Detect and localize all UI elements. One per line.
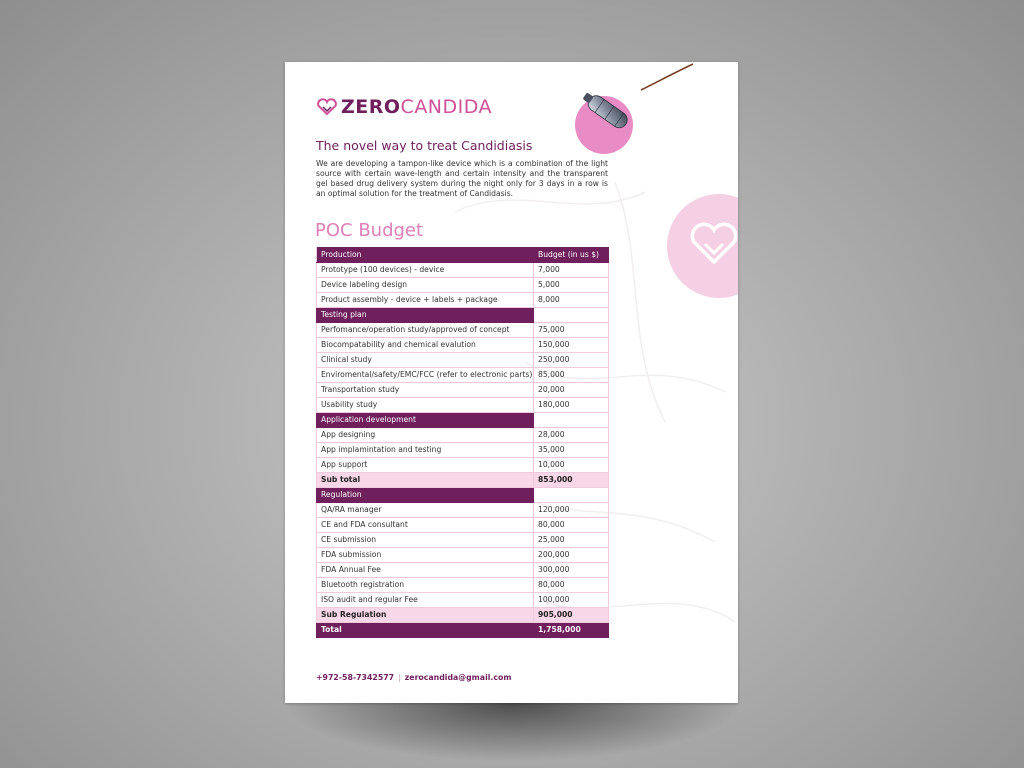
row-value: 25,000 <box>534 532 609 547</box>
row-value: 75,000 <box>534 322 609 337</box>
row-value: 80,000 <box>534 577 609 592</box>
header-budget: Budget (in us $) <box>534 247 609 262</box>
row-value: 200,000 <box>534 547 609 562</box>
row-value: 120,000 <box>534 502 609 517</box>
table-row <box>317 547 609 562</box>
contact-footer <box>316 673 511 682</box>
row-value: 905,000 <box>534 607 609 622</box>
row-label: FDA Annual Fee <box>317 562 534 577</box>
row-label: App support <box>317 457 534 472</box>
row-label: CE submission <box>317 532 534 547</box>
row-value: 180,000 <box>534 397 609 412</box>
header-production: Production <box>317 247 534 262</box>
row-label: CE and FDA consultant <box>317 517 534 532</box>
row-label: Bluetooth registration <box>317 577 534 592</box>
table-row <box>317 262 609 277</box>
row-value: 853,000 <box>534 472 609 487</box>
row-label: Enviromental/safety/EMC/FCC (refer to electronic parts) <box>317 367 534 382</box>
row-label: Transportation study <box>317 382 534 397</box>
table-row <box>317 277 609 292</box>
row-value <box>534 307 609 322</box>
row-value: 150,000 <box>534 337 609 352</box>
row-label: Testing plan <box>317 307 534 322</box>
table-row <box>317 532 609 547</box>
table-row <box>317 292 609 307</box>
row-label: Sub Regulation <box>317 607 534 622</box>
table-row <box>317 322 609 337</box>
phone-number: +972-58-7342577 <box>316 673 395 682</box>
row-value: 80,000 <box>534 517 609 532</box>
tampon-device-icon <box>581 62 721 152</box>
table-header-row <box>317 247 609 262</box>
row-value <box>534 487 609 502</box>
table-row <box>317 367 609 382</box>
section-row-regulation <box>317 487 609 502</box>
row-label: Sub total <box>317 472 534 487</box>
row-value: 5,000 <box>534 277 609 292</box>
table-row <box>317 592 609 607</box>
row-value: 10,000 <box>534 457 609 472</box>
intro-paragraph: We are developing a tampon-like device which is a combination of the light source with certain wave-length and certain intensity and the transparent gel based drug delivery system during the night only for 3 days in a row is an optimal solution for the treatment of Candidasis. <box>316 159 608 198</box>
budget-table <box>316 247 609 638</box>
row-value: 7,000 <box>534 262 609 277</box>
section-row-testing-plan <box>317 307 609 322</box>
section-title-poc-budget: POC Budget <box>315 220 424 241</box>
row-label: Total <box>317 622 534 637</box>
row-value: 20,000 <box>534 382 609 397</box>
heart-logo-icon <box>316 98 338 116</box>
headline: The novel way to treat Candidiasis <box>316 138 533 153</box>
row-value: 85,000 <box>534 367 609 382</box>
table-row <box>317 397 609 412</box>
row-label: Usability study <box>317 397 534 412</box>
brand-name-bold: ZERO <box>341 96 401 118</box>
row-value: 28,000 <box>534 427 609 442</box>
section-row-application-development <box>317 412 609 427</box>
row-value: 100,000 <box>534 592 609 607</box>
row-value <box>534 412 609 427</box>
row-value: 35,000 <box>534 442 609 457</box>
subtotal-regulation-row <box>317 607 609 622</box>
table-row <box>317 457 609 472</box>
row-label: App implamintation and testing <box>317 442 534 457</box>
table-row <box>317 517 609 532</box>
row-label: Application development <box>317 412 534 427</box>
row-label: Device labeling design <box>317 277 534 292</box>
row-value: 8,000 <box>534 292 609 307</box>
row-label: Perfomance/operation study/approved of concept <box>317 322 534 337</box>
row-label: Prototype (100 devices) - device <box>317 262 534 277</box>
email-address: zerocandida@gmail.com <box>404 673 512 682</box>
row-value: 250,000 <box>534 352 609 367</box>
row-label: QA/RA manager <box>317 502 534 517</box>
table-row <box>317 562 609 577</box>
row-value: 300,000 <box>534 562 609 577</box>
row-label: ISO audit and regular Fee <box>317 592 534 607</box>
table-row <box>317 382 609 397</box>
brand-logo <box>316 96 492 118</box>
row-label: Biocompatability and chemical evalution <box>317 337 534 352</box>
row-label: Regulation <box>317 487 534 502</box>
flyer-sheet <box>285 62 738 703</box>
table-row <box>317 442 609 457</box>
table-row <box>317 502 609 517</box>
row-label: App designing <box>317 427 534 442</box>
brand-name-light: CANDIDA <box>400 96 493 118</box>
row-label: Clinical study <box>317 352 534 367</box>
total-row <box>317 622 609 637</box>
table-row <box>317 352 609 367</box>
table-row <box>317 337 609 352</box>
heart-outline-icon <box>689 222 738 266</box>
row-value: 1,758,000 <box>534 622 609 637</box>
table-row <box>317 427 609 442</box>
table-row <box>317 577 609 592</box>
subtotal-row <box>317 472 609 487</box>
row-label: Product assembly - device + labels + package <box>317 292 534 307</box>
footer-separator: | <box>398 673 401 682</box>
row-label: FDA submission <box>317 547 534 562</box>
